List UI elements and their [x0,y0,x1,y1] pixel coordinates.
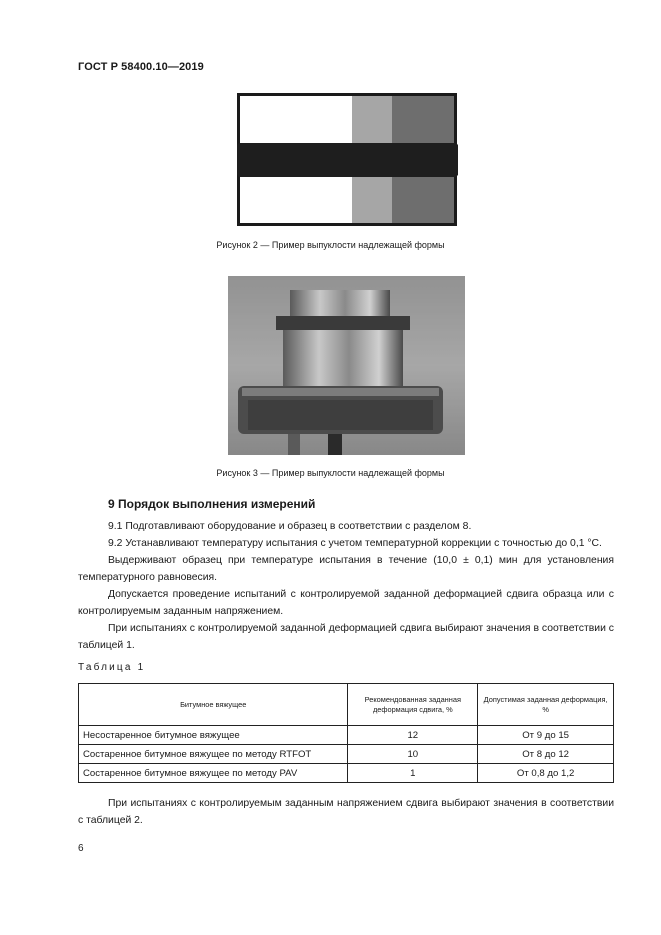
table-row [79,745,614,764]
paragraph-stress-values: При испытаниях с контролируемым заданным напряжением сдвига выбирают значения в соответствии с таблицей 2. [78,798,614,826]
table-cell: 10 [348,745,478,764]
figure-2-caption: Рисунок 2 — Пример выпуклости надлежащей формы [216,240,445,250]
paragraph-9-1: 9.1 Подготавливают оборудование и образец в соответствии с разделом 8. [108,521,472,532]
paragraph-hold-sample: Выдерживают образец при температуре испытания в течение (10,0 ± 0,1) мин для установления температурного равновесия. [78,555,614,583]
table-row [79,726,614,745]
table-label: Таблица 1 [78,662,146,673]
table-cell: 1 [348,764,478,783]
table-cell: От 9 до 15 [478,726,614,745]
paragraph-strain-values: При испытаниях с контролируемой заданной деформацией сдвига выбирают значения в соответствии с таблицей 1. [78,623,614,651]
table-cell: От 0,8 до 1,2 [478,764,614,783]
column-header: Допустимая заданная деформация, % [478,684,614,726]
paragraph-test-modes: Допускается проведение испытаний с контролируемой заданной деформацией сдвига образца или с контролируемым заданным напряжением. [78,589,614,617]
table-1 [78,683,614,783]
table-cell: Состаренное битумное вяжущее по методу PAV [79,764,348,783]
paragraph-9-2: 9.2 Устанавливают температуру испытания с учетом температурной коррекции с точностью до 0,1 °С. [108,538,602,549]
table-row [79,764,614,783]
figure-3-caption: Рисунок 3 — Пример выпуклости надлежащей формы [216,468,445,478]
section-body [78,518,614,654]
table-cell: От 8 до 12 [478,745,614,764]
column-header: Битумное вяжущее [79,684,348,726]
closing-paragraph [78,795,614,829]
page-number: 6 [78,843,84,854]
table-header-row [79,684,614,726]
table-cell: 12 [348,726,478,745]
figure-3-photo [228,276,465,455]
column-header: Рекомендованная заданная деформация сдвига, % [348,684,478,726]
table-cell: Несостаренное битумное вяжущее [79,726,348,745]
figure-2-image [237,93,458,226]
table-cell: Состаренное битумное вяжущее по методу RTFOT [79,745,348,764]
document-header: ГОСТ Р 58400.10—2019 [78,61,204,73]
section-title: 9 Порядок выполнения измерений [108,497,316,511]
